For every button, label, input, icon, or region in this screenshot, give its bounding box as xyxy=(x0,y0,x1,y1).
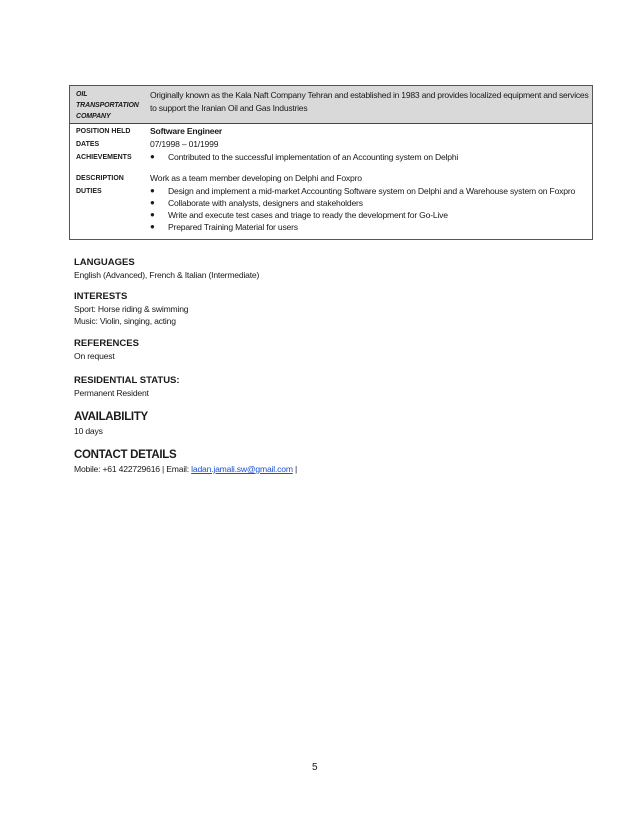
availability-text: 10 days xyxy=(74,426,103,436)
dates-label: DATES xyxy=(76,141,100,148)
achievements-list xyxy=(150,151,590,163)
languages-section xyxy=(74,256,259,281)
description-label: DESCRIPTION xyxy=(76,175,124,182)
bullet-icon: ● xyxy=(150,210,155,219)
section-heading: REFERENCES xyxy=(74,338,139,349)
section-heading: AVAILABILITY xyxy=(74,411,148,423)
contact-section xyxy=(74,448,297,475)
page-number: 5 xyxy=(312,762,318,773)
job-entry-table xyxy=(69,85,593,240)
company-description: Originally known as the Kala Naft Company Tehran and established in 1983 and provides localized equipment and services to support the Iranian Oil and Gas Industries xyxy=(150,90,589,113)
interests-section xyxy=(74,290,188,327)
duties-label: DUTIES xyxy=(76,188,102,195)
bullet-icon: ● xyxy=(150,198,155,207)
list-item: ● Design and implement a mid-market Accounting Software system on Delphi and a Warehouse system on Foxpro xyxy=(150,186,576,196)
description-value: Work as a team member developing on Delphi and Foxpro xyxy=(150,173,362,183)
section-heading: LANGUAGES xyxy=(74,257,135,268)
contact-mobile: Mobile: +61 422729616 | Email: xyxy=(74,464,192,474)
availability-section xyxy=(74,410,148,437)
duties-list xyxy=(150,185,590,233)
position-label: POSITION HELD xyxy=(76,128,131,135)
dates-value: 07/1998 – 01/1999 xyxy=(150,139,219,149)
bullet-icon: ● xyxy=(150,152,155,161)
company-label: OIL TRANSPORTATION COMPANY xyxy=(76,91,139,120)
email-link[interactable]: ladan.jamali.sw@gmail.com xyxy=(191,464,293,474)
company-row xyxy=(70,86,592,124)
section-heading: INTERESTS xyxy=(74,291,128,302)
list-item: ● Contributed to the successful implementation of an Accounting system on Delphi xyxy=(150,152,459,162)
references-section xyxy=(74,337,139,362)
list-item: ● Collaborate with analysts, designers and stakeholders xyxy=(150,198,363,208)
list-item: ● Prepared Training Material for users xyxy=(150,222,298,232)
achievements-label: ACHIEVEMENTS xyxy=(76,154,132,161)
bullet-icon: ● xyxy=(150,186,155,195)
languages-text: English (Advanced), French & Italian (Intermediate) xyxy=(74,270,260,280)
bullet-icon: ● xyxy=(150,222,155,231)
contact-suffix: | xyxy=(292,464,298,474)
section-heading: CONTACT DETAILS xyxy=(74,449,177,461)
contact-line xyxy=(74,463,297,475)
interests-music: Music: Violin, singing, acting xyxy=(74,316,176,326)
list-item: ● Write and execute test cases and triage to ready the development for Go-Live xyxy=(150,210,448,220)
section-heading: RESIDENTIAL STATUS: xyxy=(74,375,180,386)
interests-sport: Sport: Horse riding & swimming xyxy=(74,304,189,314)
residential-section xyxy=(74,374,180,399)
references-text: On request xyxy=(74,351,115,361)
position-value: Software Engineer xyxy=(150,126,223,136)
residential-text: Permanent Resident xyxy=(74,388,149,398)
